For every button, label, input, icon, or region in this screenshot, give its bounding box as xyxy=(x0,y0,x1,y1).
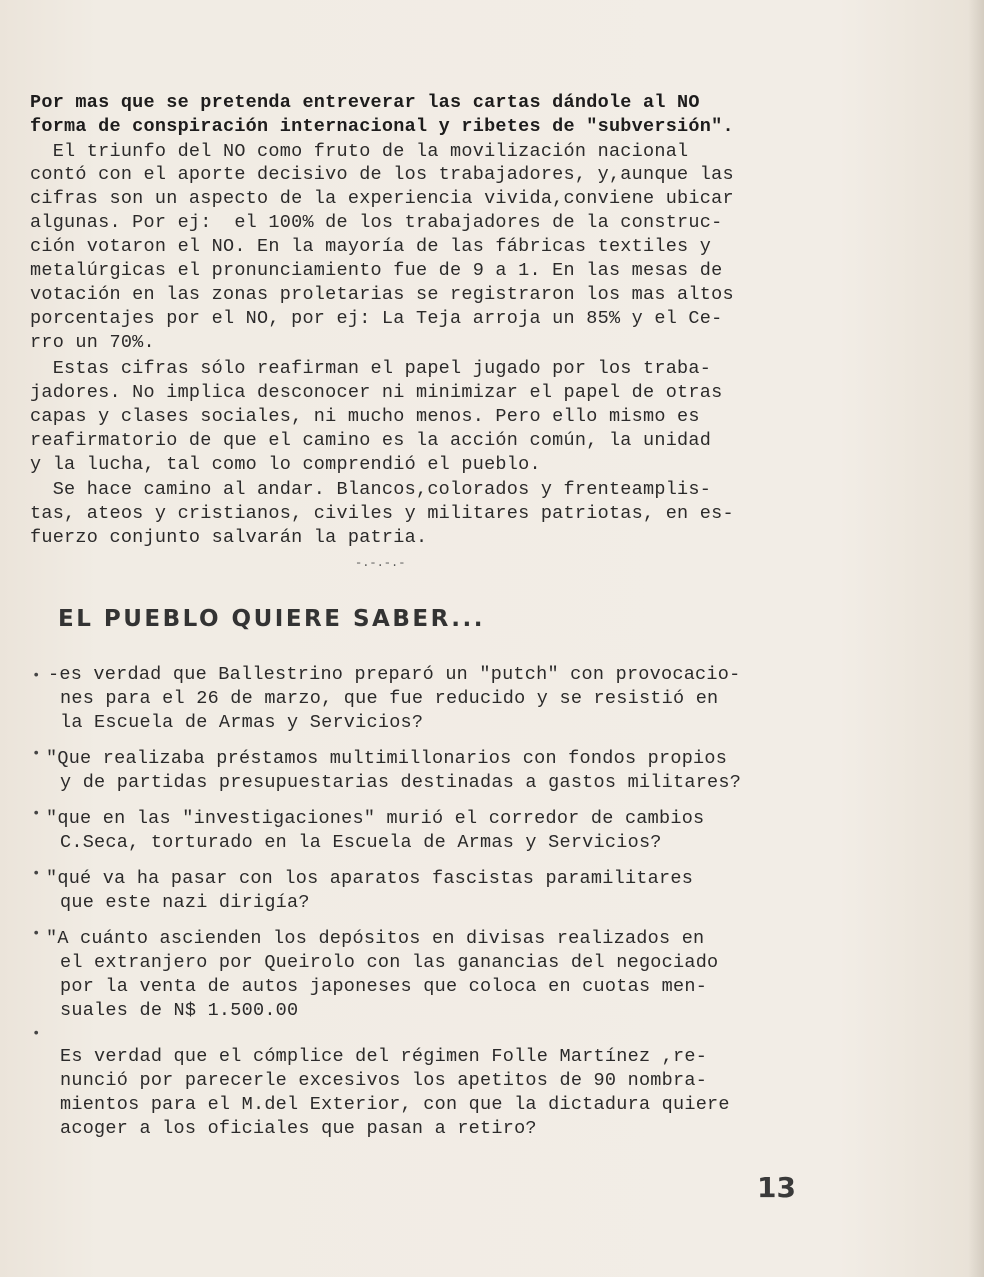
text-line: tas, ateos y cristianos, civiles y militares patriotas, en es- xyxy=(30,503,734,524)
page-number: 13 xyxy=(757,1171,796,1204)
question-line: nunció por parecerle excesivos los apetitos de 90 nombra- xyxy=(60,1070,708,1091)
text-line: y la lucha, tal como lo comprendió el pueblo. xyxy=(30,454,541,475)
question-line: "Que realizaba préstamos multimillonarios con fondos propios xyxy=(46,748,728,769)
question-line: "qué va ha pasar con los aparatos fascistas paramilitares xyxy=(46,868,694,889)
section-separator: -.-.-.- xyxy=(355,556,406,570)
text-line: cifras son un aspecto de la experiencia vivida,conviene ubicar xyxy=(30,188,734,209)
text-line: jadores. No implica desconocer ni minimizar el papel de otras xyxy=(30,382,723,403)
bullet-mark: • xyxy=(32,866,41,882)
question-line: C.Seca, torturado en la Escuela de Armas y Servicios? xyxy=(60,832,662,853)
text-line: El triunfo del NO como fruto de la movilización nacional xyxy=(30,141,689,162)
text-line: ción votaron el NO. En la mayoría de las fábricas textiles y xyxy=(30,236,712,257)
question-line: nes para el 26 de marzo, que fue reducido y se resistió en xyxy=(60,688,719,709)
text-line: algunas. Por ej: el 100% de los trabajadores de la construc- xyxy=(30,212,723,233)
question-line: la Escuela de Armas y Servicios? xyxy=(60,712,424,733)
text-line: capas y clases sociales, ni mucho menos. Pero ello mismo es xyxy=(30,406,700,427)
text-line: metalúrgicas el pronunciamiento fue de 9 a 1. En las mesas de xyxy=(30,260,723,281)
question-line: que este nazi dirigía? xyxy=(60,892,310,913)
question-line: suales de N$ 1.500.00 xyxy=(60,1000,299,1021)
text-line: votación en las zonas proletarias se registraron los mas altos xyxy=(30,284,734,305)
bullet-mark: • xyxy=(32,1026,41,1042)
question-line: Es verdad que el cómplice del régimen Folle Martínez ,re- xyxy=(60,1046,708,1067)
question-line: -es verdad que Ballestrino preparó un "putch" con provocacio- xyxy=(48,664,741,685)
question-line: acoger a los oficiales que pasan a retiro? xyxy=(60,1118,537,1139)
bullet-mark: • xyxy=(32,668,41,684)
question-line: el extranjero por Queirolo con las ganancias del negociado xyxy=(60,952,719,973)
question-line: "que en las "investigaciones" murió el corredor de cambios xyxy=(46,808,705,829)
question-line: "A cuánto ascienden los depósitos en divisas realizados en xyxy=(46,928,705,949)
question-line: mientos para el M.del Exterior, con que la dictadura quiere xyxy=(60,1094,730,1115)
section-heading: EL PUEBLO QUIERE SABER... xyxy=(58,606,485,632)
text-line: Estas cifras sólo reafirman el papel jugado por los traba- xyxy=(30,358,712,379)
text-line: reafirmatorio de que el camino es la acción común, la unidad xyxy=(30,430,712,451)
page-edge-shadow xyxy=(968,0,984,1277)
text-line: Por mas que se pretenda entreverar las cartas dándole al NO xyxy=(30,92,700,113)
bullet-mark: • xyxy=(32,806,41,822)
bullet-mark: • xyxy=(32,926,41,942)
question-line: por la venta de autos japoneses que coloca en cuotas men- xyxy=(60,976,708,997)
text-line: forma de conspiración internacional y ribetes de "subversión". xyxy=(30,116,734,137)
text-line: contó con el aporte decisivo de los trabajadores, y,aunque las xyxy=(30,164,734,185)
text-line: rro un 70%. xyxy=(30,332,155,353)
text-line: fuerzo conjunto salvarán la patria. xyxy=(30,527,428,548)
bullet-mark: • xyxy=(32,746,41,762)
question-line: y de partidas presupuestarias destinadas a gastos militares? xyxy=(60,772,742,793)
text-line: Se hace camino al andar. Blancos,colorados y frenteamplis- xyxy=(30,479,712,500)
text-line: porcentajes por el NO, por ej: La Teja arroja un 85% y el Ce- xyxy=(30,308,723,329)
